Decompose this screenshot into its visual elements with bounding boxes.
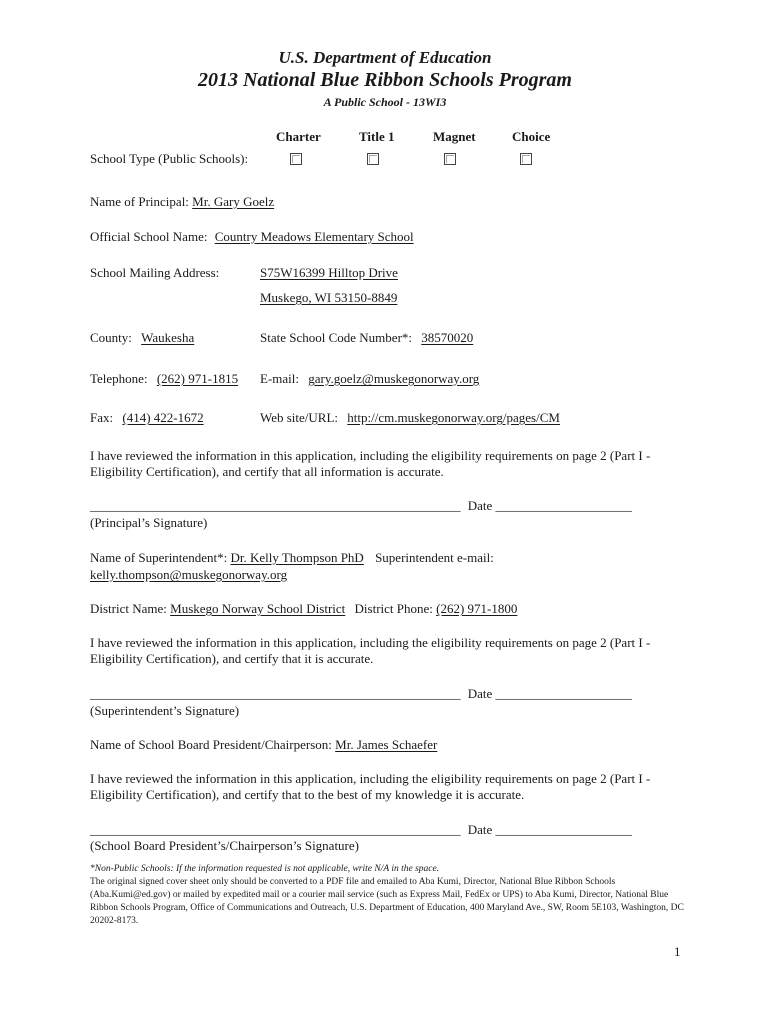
county-value[interactable]: Waukesha	[141, 330, 195, 345]
mailing-line1[interactable]: S75W16399 Hilltop Drive	[260, 265, 398, 280]
mailing-label: School Mailing Address:	[90, 265, 220, 280]
superintendent-date-line[interactable]: _____________________	[495, 686, 633, 701]
superintendent-email[interactable]: kelly.thompson@muskegonorway.org	[90, 567, 288, 582]
district-phone-label: District Phone:	[354, 601, 433, 616]
email-label: E-mail:	[260, 371, 299, 386]
option-title1-label: Title 1	[359, 129, 395, 144]
official-name-row	[90, 229, 414, 245]
board-date-line[interactable]: _____________________	[495, 822, 633, 837]
county-row	[90, 330, 194, 346]
superintendent-name[interactable]: Dr. Kelly Thompson PhD	[230, 550, 364, 565]
board-certification-text: I have reviewed the information in this application, including the eligibility requirements on page 2 (Part I - Eligibility Certification), and certify that to the best of my knowledge it is accurate.	[90, 771, 651, 802]
email-row	[260, 371, 479, 387]
telephone-label: Telephone:	[90, 371, 148, 386]
website-value[interactable]: http://cm.muskegonorway.org/pages/CM	[347, 410, 560, 425]
school-subtitle: A Public School - 13WI3	[323, 95, 447, 109]
telephone-row	[90, 371, 238, 387]
option-choice-label: Choice	[512, 129, 551, 144]
title1-checkbox[interactable]	[367, 153, 379, 165]
district-label: District Name:	[90, 601, 167, 616]
district-phone[interactable]: (262) 971-1800	[436, 601, 518, 616]
state-code-value[interactable]: 38570020	[421, 330, 474, 345]
official-name-label: Official School Name:	[90, 229, 208, 244]
board-date-label: Date	[467, 822, 493, 837]
fax-value[interactable]: (414) 422-1672	[122, 410, 204, 425]
superintendent-signature-caption: (Superintendent’s Signature)	[90, 703, 240, 718]
superintendent-date-label: Date	[467, 686, 493, 701]
superintendent-signature-row	[90, 686, 632, 702]
charter-checkbox[interactable]	[290, 153, 302, 165]
official-name-value[interactable]: Country Meadows Elementary School	[214, 229, 414, 244]
superintendent-certification-text: I have reviewed the information in this application, including the eligibility requirements on page 2 (Part I - Eligibility Certification), and certify that it is accurate.	[90, 635, 651, 666]
submission-instructions: The original signed cover sheet only should be converted to a PDF file and emailed to Aba Kumi, Director, National Blue Ribbon Schools (Aba.Kumi@ed.gov) or mailed by expedited mail or a courier mail service (such as Express Mail, FedEx or UPS) to Aba Kumi, Director, National Blue Ribbon Schools Program, Office of Communications and Outreach, U.S. Department of Education, 400 Maryland Ave., SW, Room 5E103, Washington, DC 20202-8173.	[90, 877, 684, 926]
district-row	[90, 601, 517, 617]
website-label: Web site/URL:	[260, 410, 339, 425]
principal-label: Name of Principal:	[90, 194, 189, 209]
email-value[interactable]: gary.goelz@muskegonorway.org	[308, 371, 480, 386]
choice-checkbox[interactable]	[520, 153, 532, 165]
website-row	[260, 410, 560, 426]
superintendent-label: Name of Superintendent*:	[90, 550, 228, 565]
principal-signature-row	[90, 498, 632, 514]
option-magnet-label: Magnet	[433, 129, 476, 144]
state-code-row	[260, 330, 473, 346]
principal-name[interactable]: Mr. Gary Goelz	[192, 194, 275, 209]
principal-signature-caption: (Principal’s Signature)	[90, 515, 208, 530]
mailing-line2[interactable]: Muskego, WI 53150-8849	[260, 290, 398, 305]
option-charter-label: Charter	[276, 129, 321, 144]
board-name[interactable]: Mr. James Schaefer	[335, 737, 438, 752]
superintendent-row	[90, 550, 494, 566]
fax-row	[90, 410, 204, 426]
board-row	[90, 737, 437, 753]
board-signature-row	[90, 822, 632, 838]
program-title: 2013 National Blue Ribbon Schools Program	[198, 69, 572, 91]
school-type-label: School Type (Public Schools):	[90, 151, 249, 166]
fax-label: Fax:	[90, 410, 114, 425]
principal-date-line[interactable]: _____________________	[495, 498, 633, 513]
district-name[interactable]: Muskego Norway School District	[170, 601, 346, 616]
department-heading: U.S. Department of Education	[278, 48, 492, 67]
principal-date-label: Date	[467, 498, 493, 513]
superintendent-signature-line[interactable]: _________________________________________________________	[90, 686, 461, 701]
principal-certification-text: I have reviewed the information in this application, including the eligibility requirements on page 2 (Part I - Eligibility Certification), and certify that all information is accurate.	[90, 448, 651, 479]
county-label: County:	[90, 330, 132, 345]
telephone-value[interactable]: (262) 971-1815	[156, 371, 239, 386]
board-signature-line[interactable]: _________________________________________________________	[90, 822, 461, 837]
board-label: Name of School Board President/Chairperson:	[90, 737, 332, 752]
principal-signature-line[interactable]: _________________________________________________________	[90, 498, 461, 513]
principal-row	[90, 194, 274, 210]
board-signature-caption: (School Board President’s/Chairperson’s Signature)	[90, 838, 359, 853]
state-code-label: State School Code Number*:	[260, 330, 413, 345]
superintendent-email-label: Superintendent e-mail:	[375, 550, 494, 565]
magnet-checkbox[interactable]	[444, 153, 456, 165]
nonpublic-footnote: *Non-Public Schools: If the information requested is not applicable, write N/A in the space.	[90, 864, 440, 874]
page-number: 1	[674, 944, 681, 959]
